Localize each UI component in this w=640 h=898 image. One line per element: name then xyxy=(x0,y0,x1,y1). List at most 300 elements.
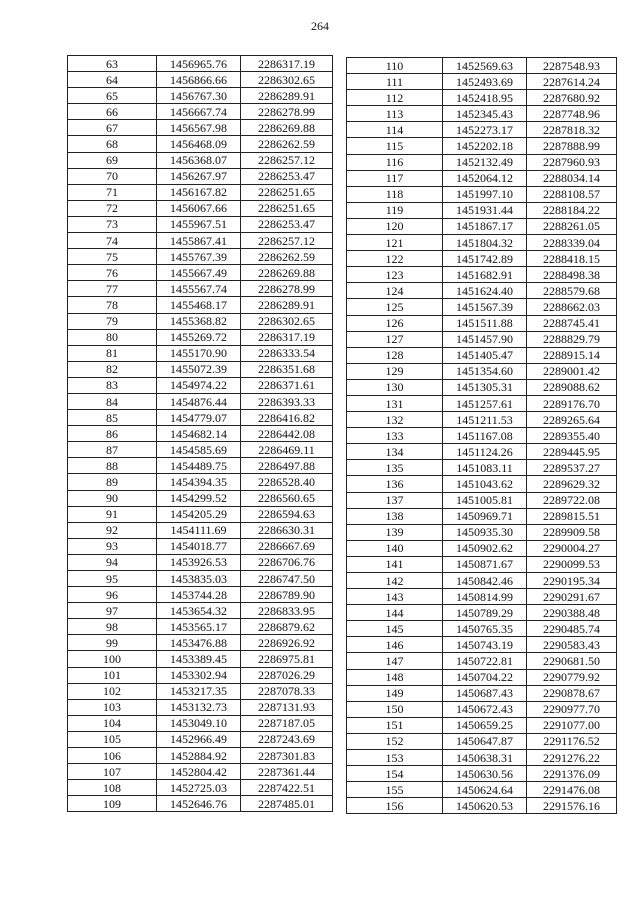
point-number-cell: 68 xyxy=(68,136,157,152)
point-number-cell: 151 xyxy=(347,717,443,733)
y-coordinate-cell: 2286393.33 xyxy=(241,393,333,409)
y-coordinate-cell: 2286351.68 xyxy=(241,361,333,377)
x-coordinate-cell: 1456368.07 xyxy=(157,152,241,168)
y-coordinate-cell: 2286497.88 xyxy=(241,458,333,474)
x-coordinate-cell: 1451043.62 xyxy=(443,476,527,492)
y-coordinate-cell: 2291476.08 xyxy=(527,782,617,798)
table-row xyxy=(68,265,333,281)
x-coordinate-cell: 1451257.61 xyxy=(443,395,527,411)
x-coordinate-cell: 1452493.69 xyxy=(443,74,527,90)
table-row xyxy=(68,72,333,88)
y-coordinate-cell: 2287548.93 xyxy=(527,58,617,74)
x-coordinate-cell: 1450624.64 xyxy=(443,782,527,798)
point-number-cell: 99 xyxy=(68,635,157,651)
table-row xyxy=(347,251,617,267)
y-coordinate-cell: 2286257.12 xyxy=(241,233,333,249)
point-number-cell: 135 xyxy=(347,460,443,476)
point-number-cell: 109 xyxy=(68,796,157,812)
table-row xyxy=(347,283,617,299)
point-number-cell: 108 xyxy=(68,780,157,796)
point-number-cell: 148 xyxy=(347,669,443,685)
point-number-cell: 101 xyxy=(68,667,157,683)
point-number-cell: 112 xyxy=(347,90,443,106)
y-coordinate-cell: 2288498.38 xyxy=(527,267,617,283)
table-row xyxy=(68,200,333,216)
y-coordinate-cell: 2286302.65 xyxy=(241,313,333,329)
x-coordinate-cell: 1456067.66 xyxy=(157,200,241,216)
point-number-cell: 106 xyxy=(68,748,157,764)
point-number-cell: 119 xyxy=(347,202,443,218)
x-coordinate-cell: 1453744.28 xyxy=(157,587,241,603)
x-coordinate-cell: 1456767.30 xyxy=(157,88,241,104)
table-row xyxy=(68,474,333,490)
y-coordinate-cell: 2286442.08 xyxy=(241,426,333,442)
table-row xyxy=(347,717,617,733)
y-coordinate-cell: 2286262.59 xyxy=(241,249,333,265)
point-number-cell: 63 xyxy=(68,56,157,72)
point-number-cell: 125 xyxy=(347,299,443,315)
y-coordinate-cell: 2290291.67 xyxy=(527,589,617,605)
y-coordinate-cell: 2286879.62 xyxy=(241,619,333,635)
y-coordinate-cell: 2287422.51 xyxy=(241,780,333,796)
table-row xyxy=(68,120,333,136)
point-number-cell: 136 xyxy=(347,476,443,492)
point-number-cell: 130 xyxy=(347,379,443,395)
x-coordinate-cell: 1452064.12 xyxy=(443,170,527,186)
x-coordinate-cell: 1451997.10 xyxy=(443,186,527,202)
x-coordinate-cell: 1454779.07 xyxy=(157,410,241,426)
x-coordinate-cell: 1454299.52 xyxy=(157,490,241,506)
point-number-cell: 120 xyxy=(347,218,443,234)
y-coordinate-cell: 2286253.47 xyxy=(241,168,333,184)
table-row xyxy=(68,458,333,474)
x-coordinate-cell: 1452569.63 xyxy=(443,58,527,74)
table-row xyxy=(68,281,333,297)
y-coordinate-cell: 2291077.00 xyxy=(527,717,617,733)
y-coordinate-cell: 2286251.65 xyxy=(241,184,333,200)
table-row xyxy=(68,522,333,538)
point-number-cell: 129 xyxy=(347,363,443,379)
x-coordinate-cell: 1454205.29 xyxy=(157,506,241,522)
x-coordinate-cell: 1452418.95 xyxy=(443,90,527,106)
table-row xyxy=(347,90,617,106)
point-number-cell: 116 xyxy=(347,154,443,170)
point-number-cell: 105 xyxy=(68,731,157,747)
x-coordinate-cell: 1453217.35 xyxy=(157,683,241,699)
table-row xyxy=(68,731,333,747)
y-coordinate-cell: 2286262.59 xyxy=(241,136,333,152)
x-coordinate-cell: 1450630.56 xyxy=(443,766,527,782)
point-number-cell: 140 xyxy=(347,540,443,556)
y-coordinate-cell: 2286833.95 xyxy=(241,603,333,619)
table-row xyxy=(68,699,333,715)
x-coordinate-cell: 1452646.76 xyxy=(157,796,241,812)
x-coordinate-cell: 1452345.43 xyxy=(443,106,527,122)
x-coordinate-cell: 1455667.49 xyxy=(157,265,241,281)
y-coordinate-cell: 2290878.67 xyxy=(527,685,617,701)
table-row xyxy=(347,766,617,782)
point-number-cell: 149 xyxy=(347,685,443,701)
point-number-cell: 131 xyxy=(347,395,443,411)
y-coordinate-cell: 2288662.03 xyxy=(527,299,617,315)
y-coordinate-cell: 2286251.65 xyxy=(241,200,333,216)
x-coordinate-cell: 1451624.40 xyxy=(443,283,527,299)
table-row xyxy=(347,170,617,186)
x-coordinate-cell: 1456667.74 xyxy=(157,104,241,120)
point-number-cell: 143 xyxy=(347,589,443,605)
x-coordinate-cell: 1451567.39 xyxy=(443,299,527,315)
x-coordinate-cell: 1450659.25 xyxy=(443,717,527,733)
y-coordinate-cell: 2289001.42 xyxy=(527,363,617,379)
point-number-cell: 111 xyxy=(347,74,443,90)
x-coordinate-cell: 1455368.82 xyxy=(157,313,241,329)
point-number-cell: 107 xyxy=(68,764,157,780)
y-coordinate-cell: 2289629.32 xyxy=(527,476,617,492)
table-row xyxy=(68,216,333,232)
point-number-cell: 128 xyxy=(347,347,443,363)
y-coordinate-cell: 2286317.19 xyxy=(241,329,333,345)
x-coordinate-cell: 1450687.43 xyxy=(443,685,527,701)
point-number-cell: 80 xyxy=(68,329,157,345)
table-row xyxy=(68,506,333,522)
table-row xyxy=(68,329,333,345)
table-row xyxy=(347,540,617,556)
point-number-cell: 87 xyxy=(68,442,157,458)
x-coordinate-cell: 1450842.46 xyxy=(443,573,527,589)
y-coordinate-cell: 2288108.57 xyxy=(527,186,617,202)
x-coordinate-cell: 1454974.22 xyxy=(157,377,241,393)
table-row xyxy=(68,377,333,393)
x-coordinate-cell: 1450743.19 xyxy=(443,637,527,653)
point-number-cell: 118 xyxy=(347,186,443,202)
table-row xyxy=(347,74,617,90)
point-number-cell: 144 xyxy=(347,605,443,621)
x-coordinate-cell: 1456567.98 xyxy=(157,120,241,136)
table-row xyxy=(347,492,617,508)
y-coordinate-cell: 2288339.04 xyxy=(527,235,617,251)
y-coordinate-cell: 2287301.83 xyxy=(241,748,333,764)
y-coordinate-cell: 2289445.95 xyxy=(527,444,617,460)
y-coordinate-cell: 2290681.50 xyxy=(527,653,617,669)
point-number-cell: 152 xyxy=(347,733,443,749)
table-row xyxy=(347,315,617,331)
y-coordinate-cell: 2286630.31 xyxy=(241,522,333,538)
table-row xyxy=(68,426,333,442)
table-row xyxy=(68,571,333,587)
y-coordinate-cell: 2287960.93 xyxy=(527,154,617,170)
x-coordinate-cell: 1451124.26 xyxy=(443,444,527,460)
y-coordinate-cell: 2286278.99 xyxy=(241,281,333,297)
table-row xyxy=(347,138,617,154)
x-coordinate-cell: 1450814.99 xyxy=(443,589,527,605)
point-number-cell: 89 xyxy=(68,474,157,490)
y-coordinate-cell: 2286789.90 xyxy=(241,587,333,603)
point-number-cell: 153 xyxy=(347,750,443,766)
table-row xyxy=(68,780,333,796)
y-coordinate-cell: 2288418.15 xyxy=(527,251,617,267)
y-coordinate-cell: 2287888.99 xyxy=(527,138,617,154)
x-coordinate-cell: 1455170.90 xyxy=(157,345,241,361)
table-row xyxy=(347,605,617,621)
point-number-cell: 133 xyxy=(347,428,443,444)
point-number-cell: 71 xyxy=(68,184,157,200)
x-coordinate-cell: 1456267.97 xyxy=(157,168,241,184)
point-number-cell: 102 xyxy=(68,683,157,699)
table-row xyxy=(347,476,617,492)
point-number-cell: 117 xyxy=(347,170,443,186)
point-number-cell: 113 xyxy=(347,106,443,122)
x-coordinate-cell: 1450935.30 xyxy=(443,524,527,540)
point-number-cell: 122 xyxy=(347,251,443,267)
point-number-cell: 74 xyxy=(68,233,157,249)
point-number-cell: 142 xyxy=(347,573,443,589)
table-row xyxy=(347,573,617,589)
y-coordinate-cell: 2286333.54 xyxy=(241,345,333,361)
point-number-cell: 115 xyxy=(347,138,443,154)
table-row xyxy=(68,152,333,168)
point-number-cell: 132 xyxy=(347,412,443,428)
x-coordinate-cell: 1451005.81 xyxy=(443,492,527,508)
point-number-cell: 81 xyxy=(68,345,157,361)
y-coordinate-cell: 2286289.91 xyxy=(241,88,333,104)
table-row xyxy=(347,701,617,717)
table-row xyxy=(68,233,333,249)
x-coordinate-cell: 1454111.69 xyxy=(157,522,241,538)
point-number-cell: 84 xyxy=(68,393,157,409)
point-number-cell: 146 xyxy=(347,637,443,653)
y-coordinate-cell: 2289355.40 xyxy=(527,428,617,444)
point-number-cell: 145 xyxy=(347,621,443,637)
x-coordinate-cell: 1452804.42 xyxy=(157,764,241,780)
point-number-cell: 97 xyxy=(68,603,157,619)
point-number-cell: 137 xyxy=(347,492,443,508)
x-coordinate-cell: 1453302.94 xyxy=(157,667,241,683)
y-coordinate-cell: 2289722.08 xyxy=(527,492,617,508)
x-coordinate-cell: 1451211.53 xyxy=(443,412,527,428)
point-number-cell: 86 xyxy=(68,426,157,442)
y-coordinate-cell: 2287078.33 xyxy=(241,683,333,699)
table-row xyxy=(347,621,617,637)
table-row xyxy=(68,168,333,184)
y-coordinate-cell: 2286416.82 xyxy=(241,410,333,426)
y-coordinate-cell: 2287818.32 xyxy=(527,122,617,138)
table-row xyxy=(347,379,617,395)
point-number-cell: 92 xyxy=(68,522,157,538)
x-coordinate-cell: 1450765.35 xyxy=(443,621,527,637)
point-number-cell: 127 xyxy=(347,331,443,347)
point-number-cell: 121 xyxy=(347,235,443,251)
point-number-cell: 90 xyxy=(68,490,157,506)
x-coordinate-cell: 1451457.90 xyxy=(443,331,527,347)
table-row xyxy=(347,556,617,572)
table-row xyxy=(68,603,333,619)
y-coordinate-cell: 2286253.47 xyxy=(241,216,333,232)
table-row xyxy=(347,750,617,766)
table-row xyxy=(347,106,617,122)
table-row xyxy=(68,313,333,329)
x-coordinate-cell: 1451682.91 xyxy=(443,267,527,283)
table-row xyxy=(347,524,617,540)
y-coordinate-cell: 2287187.05 xyxy=(241,715,333,731)
table-row xyxy=(68,619,333,635)
point-number-cell: 156 xyxy=(347,798,443,814)
y-coordinate-cell: 2291376.09 xyxy=(527,766,617,782)
table-row xyxy=(347,637,617,653)
point-number-cell: 85 xyxy=(68,410,157,426)
y-coordinate-cell: 2286975.81 xyxy=(241,651,333,667)
table-row xyxy=(68,297,333,313)
x-coordinate-cell: 1451083.11 xyxy=(443,460,527,476)
point-number-cell: 139 xyxy=(347,524,443,540)
y-coordinate-cell: 2288184.22 xyxy=(527,202,617,218)
y-coordinate-cell: 2286667.69 xyxy=(241,538,333,554)
x-coordinate-cell: 1453389.45 xyxy=(157,651,241,667)
table-row xyxy=(68,554,333,570)
x-coordinate-cell: 1456468.09 xyxy=(157,136,241,152)
point-number-cell: 91 xyxy=(68,506,157,522)
table-row xyxy=(68,667,333,683)
y-coordinate-cell: 2286278.99 xyxy=(241,104,333,120)
x-coordinate-cell: 1452273.17 xyxy=(443,122,527,138)
y-coordinate-cell: 2289909.58 xyxy=(527,524,617,540)
y-coordinate-cell: 2286371.61 xyxy=(241,377,333,393)
point-number-cell: 69 xyxy=(68,152,157,168)
page-number: 264 xyxy=(311,19,329,33)
x-coordinate-cell: 1451354.60 xyxy=(443,363,527,379)
point-number-cell: 78 xyxy=(68,297,157,313)
point-number-cell: 138 xyxy=(347,508,443,524)
y-coordinate-cell: 2286257.12 xyxy=(241,152,333,168)
point-number-cell: 155 xyxy=(347,782,443,798)
y-coordinate-cell: 2290195.34 xyxy=(527,573,617,589)
table-row xyxy=(68,796,333,812)
table-row xyxy=(347,122,617,138)
point-number-cell: 95 xyxy=(68,571,157,587)
table-row xyxy=(347,460,617,476)
y-coordinate-cell: 2289176.70 xyxy=(527,395,617,411)
x-coordinate-cell: 1450704.22 xyxy=(443,669,527,685)
x-coordinate-cell: 1455269.72 xyxy=(157,329,241,345)
table-row xyxy=(347,299,617,315)
point-number-cell: 93 xyxy=(68,538,157,554)
point-number-cell: 150 xyxy=(347,701,443,717)
y-coordinate-cell: 2290977.70 xyxy=(527,701,617,717)
table-row xyxy=(347,202,617,218)
y-coordinate-cell: 2286528.40 xyxy=(241,474,333,490)
point-number-cell: 110 xyxy=(347,58,443,74)
y-coordinate-cell: 2286317.19 xyxy=(241,56,333,72)
y-coordinate-cell: 2287614.24 xyxy=(527,74,617,90)
x-coordinate-cell: 1451742.89 xyxy=(443,251,527,267)
x-coordinate-cell: 1450902.62 xyxy=(443,540,527,556)
y-coordinate-cell: 2291576.16 xyxy=(527,798,617,814)
y-coordinate-cell: 2288745.41 xyxy=(527,315,617,331)
table-row xyxy=(347,412,617,428)
table-row xyxy=(347,235,617,251)
x-coordinate-cell: 1450969.71 xyxy=(443,508,527,524)
x-coordinate-cell: 1456167.82 xyxy=(157,184,241,200)
y-coordinate-cell: 2288579.68 xyxy=(527,283,617,299)
y-coordinate-cell: 2287361.44 xyxy=(241,764,333,780)
table-row xyxy=(68,361,333,377)
table-row xyxy=(68,136,333,152)
x-coordinate-cell: 1453049.10 xyxy=(157,715,241,731)
point-number-cell: 154 xyxy=(347,766,443,782)
table-row xyxy=(347,186,617,202)
coordinate-table-left-body xyxy=(68,56,333,812)
x-coordinate-cell: 1450647.87 xyxy=(443,733,527,749)
x-coordinate-cell: 1452884.92 xyxy=(157,748,241,764)
point-number-cell: 103 xyxy=(68,699,157,715)
x-coordinate-cell: 1454394.35 xyxy=(157,474,241,490)
point-number-cell: 100 xyxy=(68,651,157,667)
y-coordinate-cell: 2289537.27 xyxy=(527,460,617,476)
x-coordinate-cell: 1453926.53 xyxy=(157,554,241,570)
y-coordinate-cell: 2288829.79 xyxy=(527,331,617,347)
point-number-cell: 77 xyxy=(68,281,157,297)
table-row xyxy=(68,184,333,200)
table-row xyxy=(347,395,617,411)
table-row xyxy=(347,669,617,685)
table-row xyxy=(347,363,617,379)
y-coordinate-cell: 2286302.65 xyxy=(241,72,333,88)
point-number-cell: 123 xyxy=(347,267,443,283)
point-number-cell: 66 xyxy=(68,104,157,120)
x-coordinate-cell: 1453654.32 xyxy=(157,603,241,619)
table-row xyxy=(347,798,617,814)
y-coordinate-cell: 2286594.63 xyxy=(241,506,333,522)
y-coordinate-cell: 2291276.22 xyxy=(527,750,617,766)
point-number-cell: 141 xyxy=(347,556,443,572)
table-row xyxy=(347,782,617,798)
x-coordinate-cell: 1453132.73 xyxy=(157,699,241,715)
y-coordinate-cell: 2288915.14 xyxy=(527,347,617,363)
point-number-cell: 83 xyxy=(68,377,157,393)
table-row xyxy=(347,267,617,283)
point-number-cell: 64 xyxy=(68,72,157,88)
x-coordinate-cell: 1452966.49 xyxy=(157,731,241,747)
table-row xyxy=(68,490,333,506)
table-row xyxy=(68,764,333,780)
x-coordinate-cell: 1451405.47 xyxy=(443,347,527,363)
x-coordinate-cell: 1455072.39 xyxy=(157,361,241,377)
y-coordinate-cell: 2287026.29 xyxy=(241,667,333,683)
x-coordinate-cell: 1453835.03 xyxy=(157,571,241,587)
table-row xyxy=(347,347,617,363)
x-coordinate-cell: 1450620.53 xyxy=(443,798,527,814)
x-coordinate-cell: 1453565.17 xyxy=(157,619,241,635)
y-coordinate-cell: 2287243.69 xyxy=(241,731,333,747)
y-coordinate-cell: 2291176.52 xyxy=(527,733,617,749)
x-coordinate-cell: 1450722.81 xyxy=(443,653,527,669)
y-coordinate-cell: 2286289.91 xyxy=(241,297,333,313)
y-coordinate-cell: 2287748.96 xyxy=(527,106,617,122)
point-number-cell: 88 xyxy=(68,458,157,474)
x-coordinate-cell: 1455767.39 xyxy=(157,249,241,265)
table-row xyxy=(347,685,617,701)
point-number-cell: 65 xyxy=(68,88,157,104)
point-number-cell: 98 xyxy=(68,619,157,635)
point-number-cell: 67 xyxy=(68,120,157,136)
point-number-cell: 75 xyxy=(68,249,157,265)
point-number-cell: 79 xyxy=(68,313,157,329)
table-row xyxy=(347,444,617,460)
y-coordinate-cell: 2288034.14 xyxy=(527,170,617,186)
coordinate-table-right xyxy=(346,57,617,814)
table-row xyxy=(347,428,617,444)
table-row xyxy=(347,653,617,669)
table-row xyxy=(68,345,333,361)
